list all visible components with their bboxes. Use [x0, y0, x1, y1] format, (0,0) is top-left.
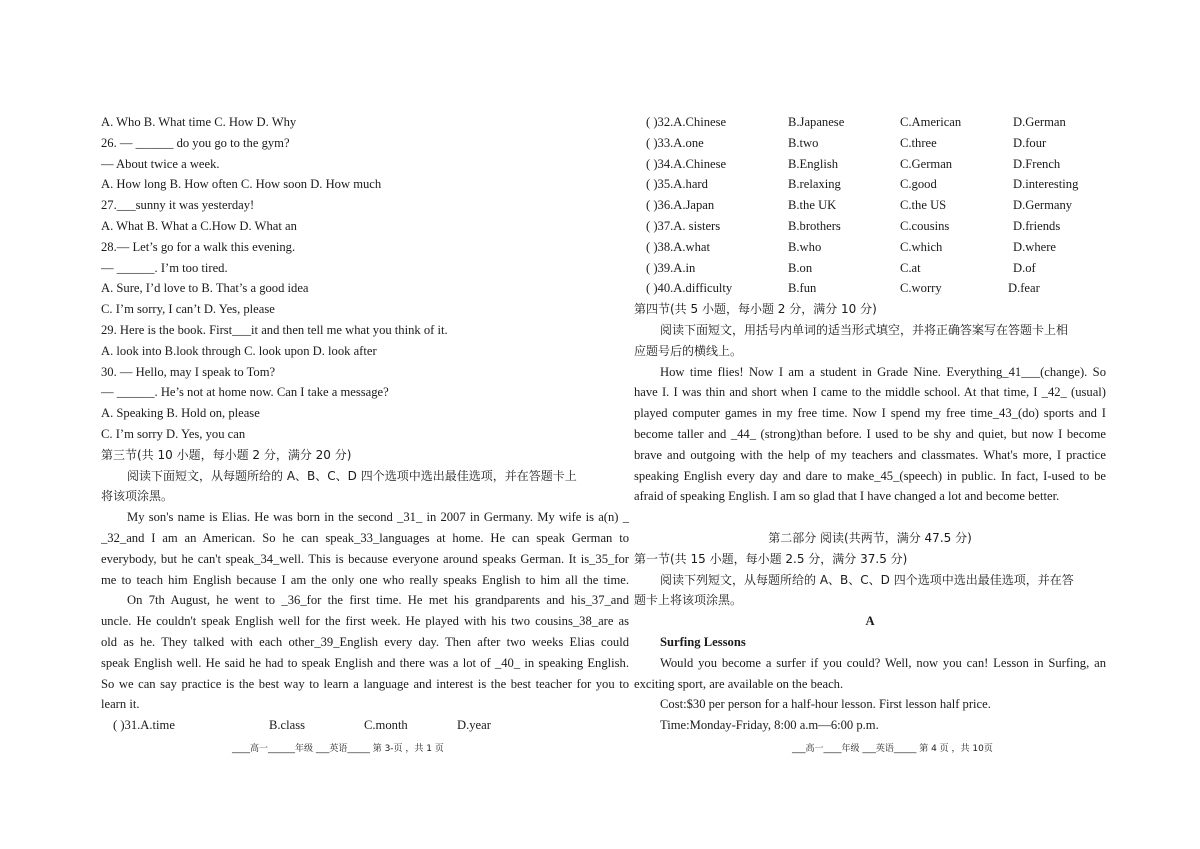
q30-options-1: A. Speaking B. Hold on, please — [101, 406, 260, 421]
q28-options-2: C. I’m sorry, I can’t D. Yes, please — [101, 302, 275, 317]
passage-line: So we can say practice is the best way to learn a language and interest is the best teacher for you to — [101, 676, 629, 691]
choice-option-c: C.at — [900, 260, 921, 275]
q28-options-1: A. Sure, I’d love to B. That’s a good idea — [101, 281, 309, 296]
part2-instruction-2: 题卡上将该项涂黑。 — [634, 593, 743, 608]
choice-row — [634, 237, 1106, 258]
passage-line: me to teach him English because I am the only one who really speaks English to him all the time. — [101, 572, 629, 587]
reading-line: Cost:$30 per person for a half-hour lesson. First lesson half price. — [660, 697, 991, 712]
left-column — [101, 112, 629, 736]
reading-line: exciting sport, are available on the beach. — [634, 676, 844, 691]
q29-stem: 29. Here is the book. First___it and then tell me what you think of it. — [101, 322, 448, 337]
choice-option-c: C.three — [900, 135, 937, 150]
choice-option-c: C.German — [900, 156, 953, 171]
q31-option-a: ( )31.A.time — [113, 718, 175, 733]
choice-row — [634, 195, 1106, 216]
q28-answer: — ______. I’m too tired. — [101, 260, 228, 275]
choice-row — [634, 278, 1106, 299]
choice-option-a: ( )38.A.what — [646, 239, 711, 254]
choice-option-b: B.who — [788, 239, 822, 254]
choice-option-a: ( )32.A.Chinese — [646, 115, 727, 129]
passage-line: learn it. — [101, 697, 140, 712]
passage-line: old as he. They talked with each other_39_English every day. Then after two weeks Elias could — [101, 634, 629, 649]
choice-option-d: D.Germany — [1013, 198, 1073, 213]
passage-line: played computer games in my free time. Now I spend my free time_43_(do) sports and I — [634, 406, 1106, 421]
passage-line: uncle. He couldn't speak English well for the first week. He played with his two cousins_38_are as — [101, 614, 629, 629]
choice-option-d: D.French — [1013, 156, 1061, 171]
reading-title: Surfing Lessons — [660, 634, 746, 649]
q30-answer: — ______. He’s not at home now. Can I take a message? — [101, 385, 389, 400]
passage-line: My son's name is Elias. He was born in the second _31_ in 2007 in Germany. My wife is a(n) _ — [127, 510, 629, 525]
choice-option-a: ( )35.A.hard — [646, 177, 708, 192]
passage-line: _32_and I am an American. So he can speak_33_languages at home. He can speak German to — [101, 530, 629, 545]
passage-line: On 7th August, he went to _36_for the first time. He met his grandparents and his_37_and — [127, 593, 629, 608]
choice-option-c: C.the US — [900, 198, 947, 213]
q25-options: A. Who B. What time C. How D. Why — [101, 115, 297, 129]
section3-title: 第三节(共 10 小题，每小题 2 分，满分 20 分) — [101, 447, 352, 462]
section3-instruction-1: 阅读下面短文，从每题所给的 A、B、C、D 四个选项中选出最佳选项，并在答题卡上 — [127, 468, 577, 483]
choice-option-b: B.brothers — [788, 218, 841, 233]
choice-option-a: ( )37.A. sisters — [646, 218, 721, 233]
choice-option-b: B.English — [788, 156, 839, 171]
reading-line: Would you become a surfer if you could? Well, now you can! Lesson in Surfing, an — [660, 655, 1106, 670]
q30-options-2: C. I’m sorry D. Yes, you can — [101, 426, 246, 441]
spacer — [634, 507, 1106, 528]
passage-line: everybody, but he can't speak_34_well. This is because everyone around speaks German. It is_35_for — [101, 551, 629, 566]
choice-option-d: D.of — [1013, 260, 1036, 275]
reading-label: A — [865, 614, 875, 629]
choice-option-a: ( )39.A.in — [646, 260, 696, 275]
passage-line: brave and outgoing with the help of my teachers and classmates. What's more, I practice — [634, 447, 1106, 462]
reading-line: Time:Monday-Friday, 8:00 a.m—6:00 p.m. — [660, 718, 879, 733]
choice-option-c: C.which — [900, 239, 943, 254]
q26-stem: 26. — ______ do you go to the gym? — [101, 135, 290, 150]
choice-option-c: C.worry — [900, 281, 942, 296]
choice-option-b: B.two — [788, 135, 819, 150]
choice-option-b: B.fun — [788, 281, 817, 296]
choice-row — [634, 258, 1106, 279]
passage-line: have I. I was thin and short when I came to the middle school. At that time, I _42_ (usual) — [634, 385, 1106, 400]
choice-option-d: D.interesting — [1013, 177, 1079, 192]
part2-instruction-1: 阅读下列短文，从每题所给的 A、B、C、D 四个选项中选出最佳选项，并在答 — [660, 572, 1074, 587]
passage-line: become taller and _44_ (strong)than before. I used to be shy and quiet, but now I become — [634, 426, 1106, 441]
section4-instruction-2: 应题号后的横线上。 — [634, 343, 743, 358]
right-column — [634, 112, 1106, 736]
choice-option-a: ( )33.A.one — [646, 135, 704, 150]
part2-title: 第二部分 阅读(共两节，满分 47.5 分) — [768, 530, 972, 545]
choice-row — [634, 174, 1106, 195]
passage-line: speaking English every day and dare to make_45_(speech) in public. In fact, I-used to be — [634, 468, 1106, 483]
section4-instruction-1: 阅读下面短文，用括号内单词的适当形式填空，并将正确答案写在答题卡上相 — [660, 322, 1069, 337]
passage-line: speak English well. He said he had to speak English and there was a lot of _40_ in speaking English. — [101, 655, 629, 670]
q31-option-d: D.year — [457, 718, 491, 733]
footer-right: ___高一____年级 ___英语_____ 第 4 页 ，共 10页 — [792, 744, 993, 754]
q28-stem: 28.— Let’s go for a walk this evening. — [101, 239, 296, 254]
choice-option-b: B.relaxing — [788, 177, 841, 192]
section3-instruction-2: 将该项涂黑。 — [101, 489, 174, 504]
part2-section1-title: 第一节(共 15 小题，每小题 2.5 分，满分 37.5 分) — [634, 551, 908, 566]
choice-option-a: ( )40.A.difficulty — [646, 281, 733, 296]
choice-row — [634, 112, 1106, 133]
choice-option-a: ( )34.A.Chinese — [646, 156, 727, 171]
choice-option-d: D.four — [1013, 135, 1047, 150]
choice-option-d: D.friends — [1013, 218, 1061, 233]
passage-line: How time flies! Now I am a student in Grade Nine. Everything_41___(change). So — [660, 364, 1106, 379]
choice-option-c: C.cousins — [900, 218, 950, 233]
choice-option-b: B.Japanese — [788, 115, 845, 129]
q26-options: A. How long B. How often C. How soon D. How much — [101, 177, 382, 192]
choice-option-b: B.on — [788, 260, 813, 275]
choice-row — [634, 133, 1106, 154]
q27-stem: 27.___sunny it was yesterday! — [101, 198, 255, 213]
q31-option-c: C.month — [364, 718, 408, 733]
q26-answer: — About twice a week. — [101, 156, 220, 171]
choice-option-c: C.good — [900, 177, 937, 192]
q31-choice-row — [101, 715, 629, 736]
choice-row — [634, 154, 1106, 175]
q27-options: A. What B. What a C.How D. What an — [101, 218, 297, 233]
footer-left: ____高一______年级 ___英语_____ 第 3-页 ，共 1 页 — [232, 744, 444, 754]
q29-options: A. look into B.look through C. look upon D. look after — [101, 343, 377, 358]
q30-stem: 30. — Hello, may I speak to Tom? — [101, 364, 276, 379]
choice-option-d: D.German — [1013, 115, 1066, 129]
q31-option-b: B.class — [269, 718, 306, 733]
choice-option-b: B.the UK — [788, 198, 837, 213]
choice-option-d: D.where — [1013, 239, 1057, 254]
choice-option-d: D.fear — [1008, 281, 1040, 296]
choice-option-c: C.American — [900, 115, 962, 129]
choice-row — [634, 216, 1106, 237]
choice-option-a: ( )36.A.Japan — [646, 198, 715, 213]
passage-line: afraid of speaking English. I am so glad that I have changed a lot and become better. — [634, 489, 1060, 504]
section4-title: 第四节(共 5 小题，每小题 2 分，满分 10 分) — [634, 302, 877, 317]
